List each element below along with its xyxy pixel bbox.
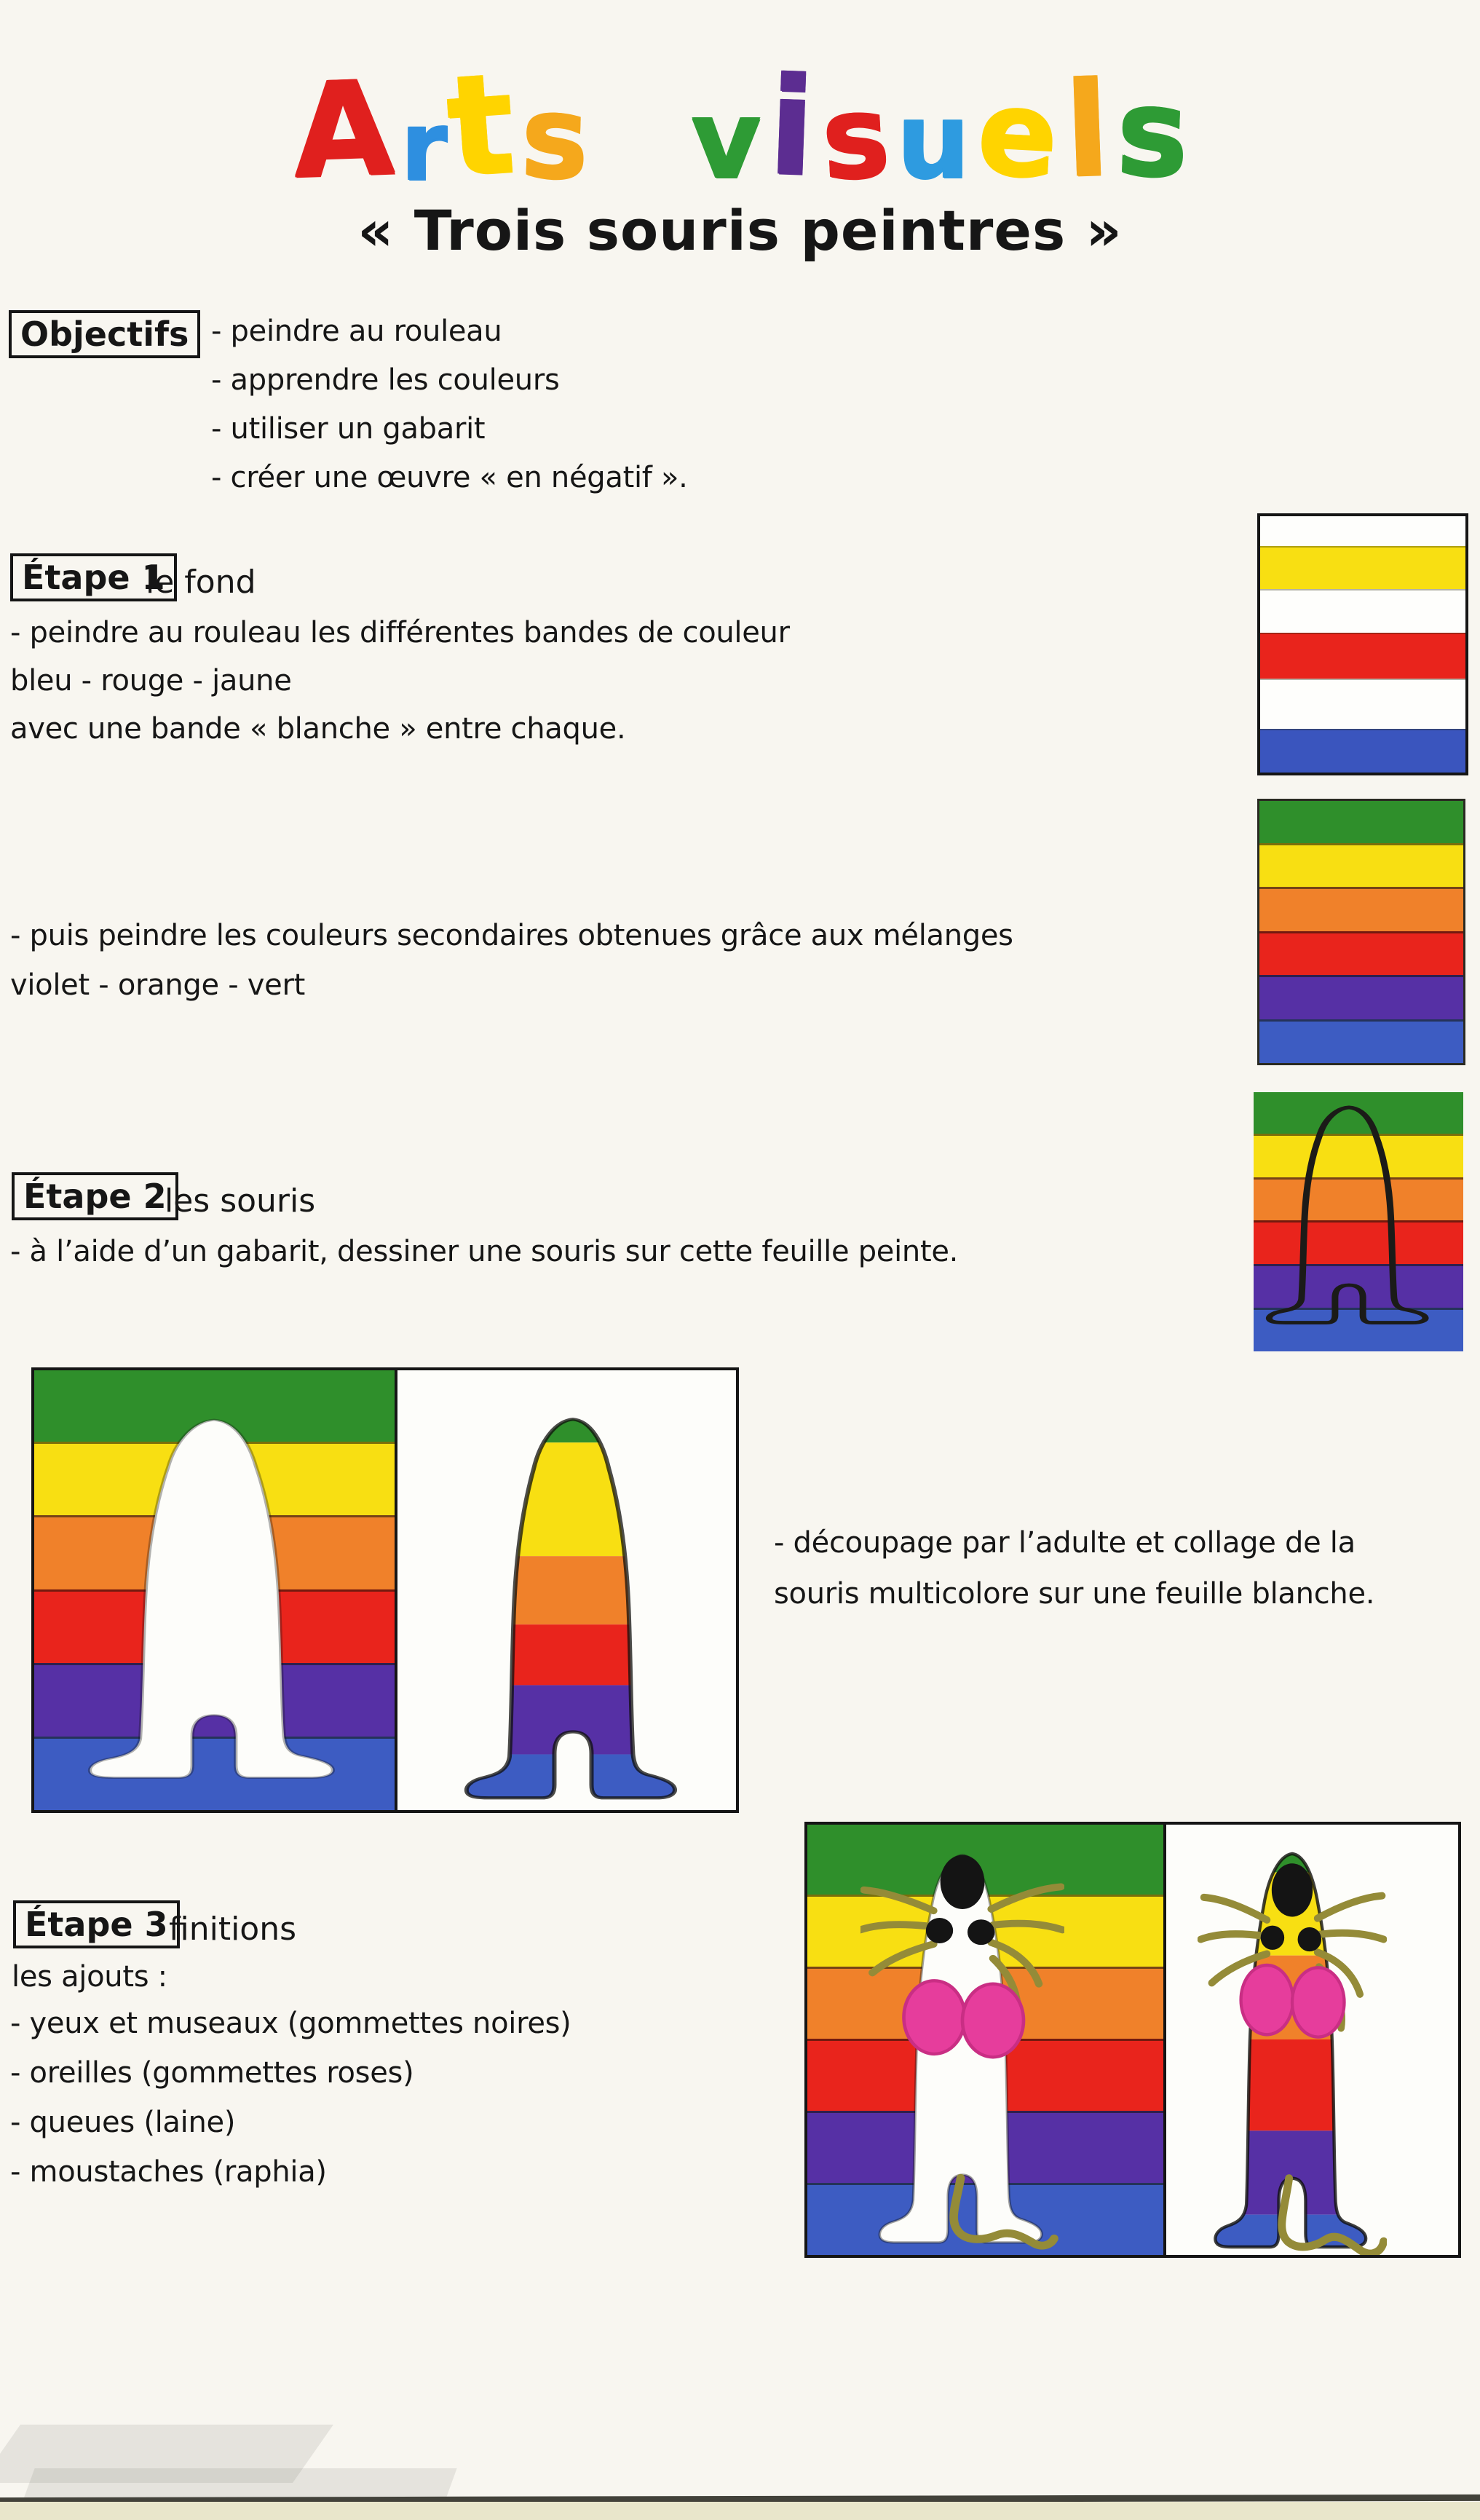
etape1-line: - peindre au rouleau les différentes bandes de couleur <box>10 616 790 649</box>
paper-edge-strip <box>0 2502 1480 2520</box>
mouse-ear <box>1292 1967 1345 2037</box>
etape1-label: Étape 1 <box>10 553 177 601</box>
objective-item: - créer une œuvre « en négatif ». <box>211 461 688 494</box>
title-letter: l <box>1061 52 1112 205</box>
objective-item: - peindre au rouleau <box>211 315 502 348</box>
scan-smudge <box>23 2468 456 2499</box>
primaires-stripes <box>1260 516 1465 773</box>
finition-item: - yeux et museaux (gommettes noires) <box>10 2007 571 2040</box>
finition-item: - queues (laine) <box>10 2106 236 2139</box>
title-letter: u <box>895 81 970 202</box>
paint-stripe-orange <box>1259 887 1463 931</box>
etape1-bandes-primaires-image <box>1257 513 1468 775</box>
mouse-eye <box>926 1918 953 1943</box>
paint-stripe-rouge <box>1259 931 1463 976</box>
etape1-sublabel: le fond <box>146 564 256 601</box>
title-letter: v <box>690 76 761 202</box>
mouse-eye <box>967 1919 994 1945</box>
title-letter: e <box>973 63 1061 205</box>
etape2-sublabel: les souris <box>165 1182 316 1220</box>
finitions-negatif-panel <box>807 1825 1163 2255</box>
etape3-label: Étape 3 <box>13 1900 180 1948</box>
etape3-sublabel: finitions <box>169 1911 297 1948</box>
mouse-ear <box>962 1984 1024 2058</box>
paint-stripe-violet <box>1259 975 1463 1019</box>
etape2-negatif-image <box>31 1367 739 1813</box>
objectifs-list <box>211 315 688 510</box>
paint-stripe-bleu <box>1260 729 1465 773</box>
mouse-body <box>90 1420 333 1777</box>
title-letter <box>595 108 683 191</box>
etape1-line: - puis peindre les couleurs secondaires obtenues grâce aux mélanges <box>10 919 1013 952</box>
title-letter: A <box>290 52 395 207</box>
finitions-collage-panel <box>1163 1825 1458 2255</box>
paint-stripe-blanc <box>1260 679 1465 730</box>
negatif-panel <box>34 1370 395 1810</box>
striped-mouse-finished <box>1198 1839 1387 2255</box>
paint-stripe-jaune <box>1259 843 1463 888</box>
mouse-nose <box>1272 1863 1313 1916</box>
mouse-outline <box>1269 1107 1425 1323</box>
title-letter: s <box>818 68 893 205</box>
mouse-eye <box>1298 1927 1322 1951</box>
objective-item: - utiliser un gabarit <box>211 412 486 446</box>
paint-stripe-jaune <box>1260 546 1465 590</box>
mouse-paint-bands <box>442 1405 704 1810</box>
mouse-eye <box>1261 1926 1285 1950</box>
mouse-outline-drawing <box>1254 1099 1447 1347</box>
page-subtitle: « Trois souris peintres » <box>357 198 1123 263</box>
mouse-ear <box>1241 1965 1294 2034</box>
paint-stripe-vert <box>1259 801 1463 843</box>
etape3-list <box>10 2007 571 2205</box>
finition-item: - moustaches (raphia) <box>10 2155 327 2189</box>
etape2-caption: souris multicolore sur une feuille blanche. <box>774 1577 1375 1611</box>
etape3-intro: les ajouts : <box>12 1960 167 1994</box>
etape2-gabarit-image <box>1254 1092 1463 1351</box>
etape3-finitions-image <box>804 1822 1461 2258</box>
white-mouse-silhouette <box>61 1407 367 1810</box>
title-letter: t <box>441 42 519 208</box>
etape2-label: Étape 2 <box>12 1172 178 1220</box>
page-title <box>0 4 1480 208</box>
finition-item: - oreilles (gommettes roses) <box>10 2056 414 2090</box>
title-letter: i <box>764 48 817 206</box>
title-letter: r <box>400 90 447 201</box>
etape1-line: bleu - rouge - jaune <box>10 664 292 698</box>
mouse-nose <box>941 1855 985 1909</box>
striped-mouse-cutout <box>442 1405 704 1810</box>
title-letter: s <box>518 69 591 205</box>
etape2-caption: - découpage par l’adulte et collage de la <box>774 1526 1356 1560</box>
etape1-line: avec une bande « blanche » entre chaque. <box>10 712 626 746</box>
etape1-line: violet - orange - vert <box>10 968 305 1002</box>
objectifs-label: Objectifs <box>9 310 200 358</box>
title-letter: s <box>1113 61 1190 205</box>
objective-item: - apprendre les couleurs <box>211 363 560 397</box>
collage-panel <box>395 1370 736 1810</box>
white-mouse-finished <box>860 1841 1064 2255</box>
paint-stripe-blanc <box>1260 516 1465 546</box>
mouse-ear <box>904 1980 965 2054</box>
etape1-bandes-completes-image <box>1257 799 1465 1065</box>
etape2-line: - à l’aide d’un gabarit, dessiner une souris sur cette feuille peinte. <box>10 1235 959 1268</box>
paint-stripe-rouge <box>1260 633 1465 679</box>
arcenciel-stripes <box>1259 801 1463 1063</box>
paint-stripe-blanc <box>1260 589 1465 633</box>
paint-stripe-bleu <box>1259 1019 1463 1064</box>
